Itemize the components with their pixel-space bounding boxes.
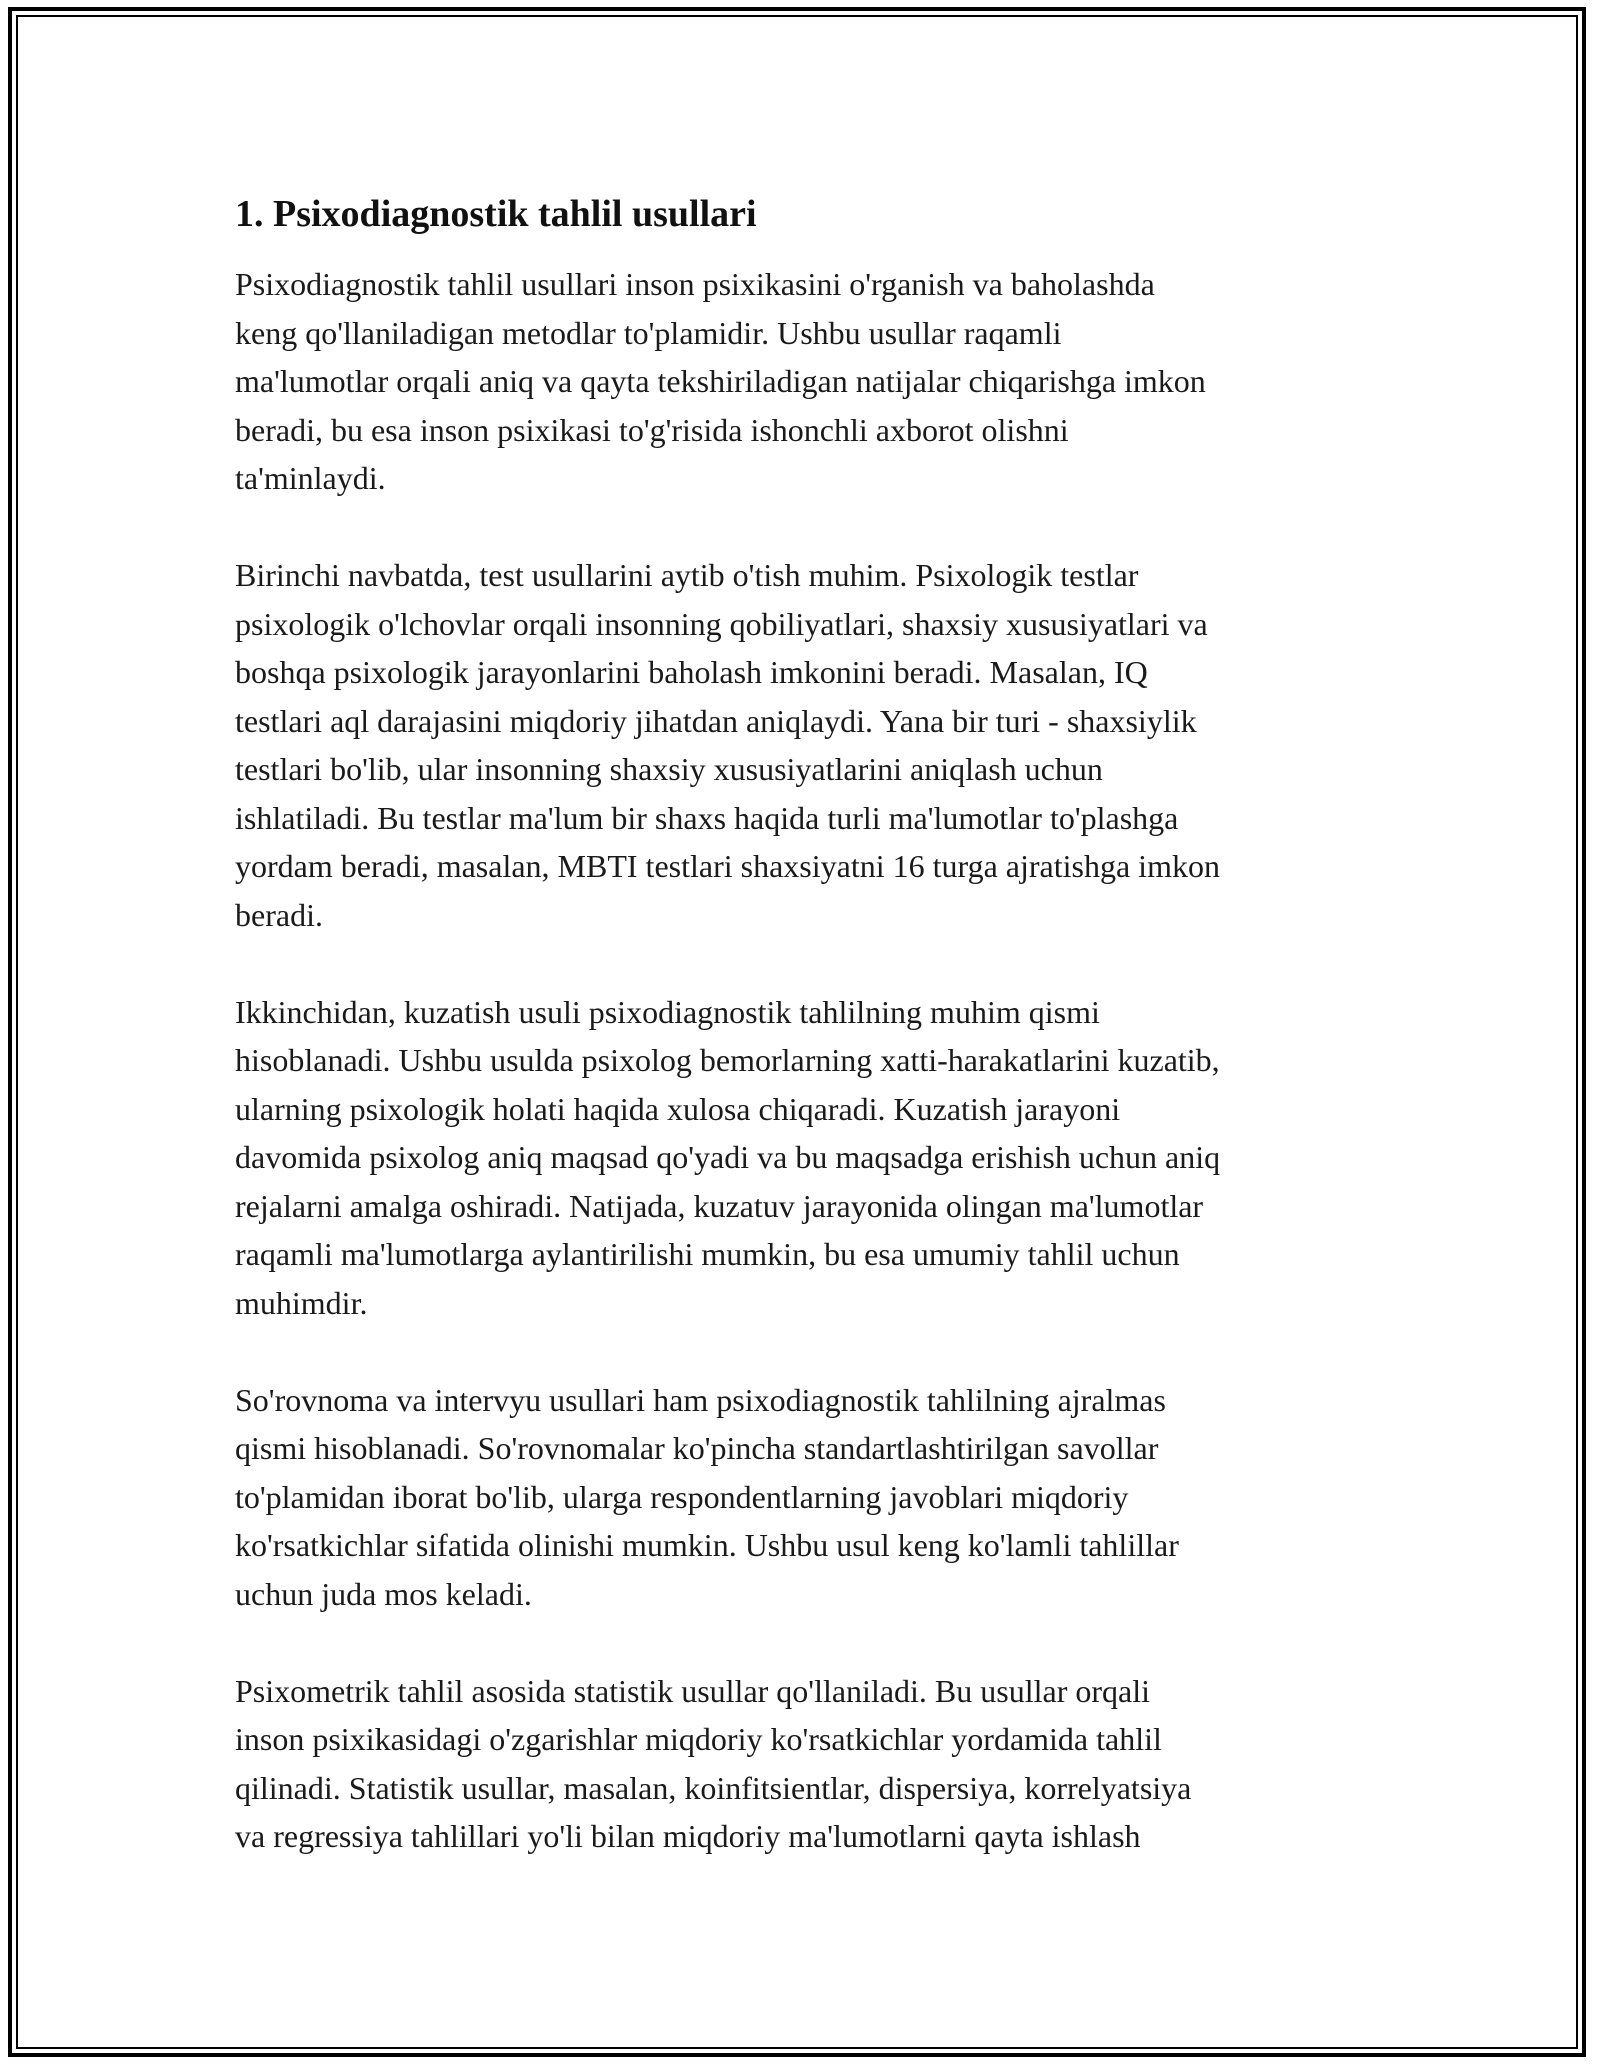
text-line: testlari aql darajasini miqdoriy jihatdan aniqlaydi. Yana bir turi - shaxsiylik <box>235 702 1197 739</box>
text-line: ko'rsatkichlar sifatida olinishi mumkin. Ushbu usul keng ko'lamli tahlillar <box>235 1527 1179 1563</box>
text-line: muhimdir. <box>235 1284 368 1321</box>
text-line: uchun juda mos keladi. <box>235 1575 532 1612</box>
text-line: hisoblanadi. Ushbu usulda psixolog bemorlarning xatti-harakatlarini kuzatib, <box>235 1042 1220 1078</box>
paragraph-survey <box>235 1376 1370 1619</box>
text-line: ta'minlaydi. <box>235 460 386 496</box>
text-line: So'rovnoma va intervyu usullari ham psixodiagnostik tahlilning ajralmas <box>235 1381 1166 1418</box>
text-line: va regressiya tahlillari yo'li bilan miqdoriy ma'lumotlarni qayta ishlash <box>235 1818 1141 1854</box>
text-line: inson psixikasidagi o'zgarishlar miqdoriy ko'rsatkichlar yordamida tahlil <box>235 1721 1162 1757</box>
text-line: qismi hisoblanadi. So'rovnomalar ko'pincha standartlashtirilgan savollar <box>235 1430 1159 1466</box>
paragraph-psychometric <box>235 1667 1370 1861</box>
text-line: to'plamidan iborat bo'lib, ularga respondentlarning javoblari miqdoriy <box>235 1478 1129 1515</box>
text-line: Psixodiagnostik tahlil usullari inson psixikasini o'rganish va baholashda <box>235 266 1155 302</box>
paragraph-intro <box>235 260 1370 503</box>
text-line: yordam beradi, masalan, MBTI testlari shaxsiyatni 16 turga ajratishga imkon <box>235 848 1220 884</box>
text-line: rejalarni amalga oshiradi. Natijada, kuzatuv jarayonida olingan ma'lumotlar <box>235 1187 1204 1224</box>
text-line: psixologik o'lchovlar orqali insonning qobiliyatlari, shaxsiy xususiyatlari va <box>235 605 1208 642</box>
section-heading: 1. Psixodiagnostik tahlil usullari <box>235 193 757 235</box>
text-line: ishlatiladi. Bu testlar ma'lum bir shaxs haqida turli ma'lumotlar to'plashga <box>235 799 1179 836</box>
text-line: ularning psixologik holati haqida xulosa chiqaradi. Kuzatish jarayoni <box>235 1090 1121 1127</box>
text-line: Ikkinchidan, kuzatish usuli psixodiagnostik tahlilning muhim qismi <box>235 993 1100 1030</box>
text-line: keng qo'llaniladigan metodlar to'plamidir. Ushbu usullar raqamli <box>235 314 1062 351</box>
text-line: ma'lumotlar orqali aniq va qayta tekshiriladigan natijalar chiqarishga imkon <box>235 363 1206 399</box>
text-line: raqamli ma'lumotlarga aylantirilishi mumkin, bu esa umumiy tahlil uchun <box>235 1236 1180 1272</box>
paragraph-observation <box>235 988 1370 1328</box>
paragraph-tests <box>235 551 1370 939</box>
text-line: testlari bo'lib, ular insonning shaxsiy xususiyatlarini aniqlash uchun <box>235 751 1103 787</box>
text-line: Birinchi navbatda, test usullarini aytib o'tish muhim. Psixologik testlar <box>235 557 1139 593</box>
text-line: Psixometrik tahlil asosida statistik usullar qo'llaniladi. Bu usullar orqali <box>235 1672 1150 1709</box>
text-line: qilinadi. Statistik usullar, masalan, koinfitsientlar, dispersiya, korrelyatsiya <box>235 1769 1192 1806</box>
text-line: beradi, bu esa inson psixikasi to'g'risida ishonchli axborot olishni <box>235 411 1069 448</box>
document-body <box>235 190 1370 1909</box>
text-line: davomida psixolog aniq maqsad qo'yadi va bu maqsadga erishish uchun aniq <box>235 1139 1221 1175</box>
text-line: beradi. <box>235 896 323 933</box>
text-line: boshqa psixologik jarayonlarini baholash imkonini beradi. Masalan, IQ <box>235 654 1148 690</box>
